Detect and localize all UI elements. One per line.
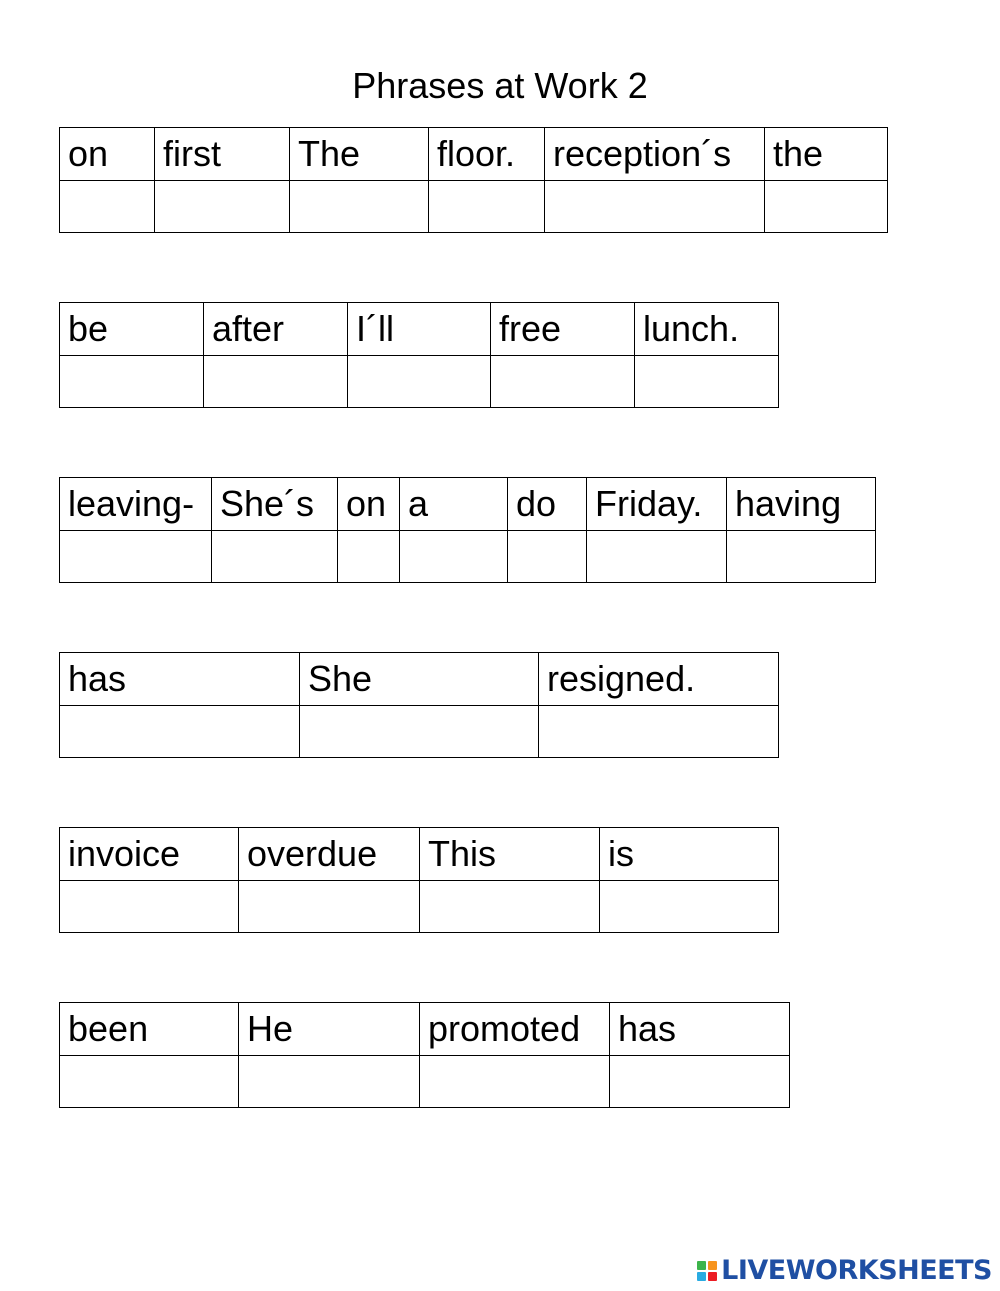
word-tile: lunch.	[635, 303, 779, 356]
word-order-table-6	[59, 1002, 790, 1108]
word-tile: been	[60, 1003, 239, 1056]
word-tile: is	[600, 828, 779, 881]
word-tile: be	[60, 303, 204, 356]
answer-slot[interactable]	[155, 181, 290, 233]
answer-slot[interactable]	[587, 531, 727, 583]
logo-square-red	[708, 1272, 717, 1281]
word-tile: Friday.	[587, 478, 727, 531]
word-tile: reception´s	[545, 128, 765, 181]
word-tile: promoted	[420, 1003, 610, 1056]
word-tile: the	[765, 128, 888, 181]
answer-slot[interactable]	[635, 356, 779, 408]
logo-square-blue	[697, 1272, 706, 1281]
word-tile: free	[491, 303, 635, 356]
answer-slot[interactable]	[204, 356, 348, 408]
answer-slot[interactable]	[508, 531, 587, 583]
answer-slot[interactable]	[429, 181, 545, 233]
answer-slot[interactable]	[60, 356, 204, 408]
word-tile: The	[290, 128, 429, 181]
word-tile: overdue	[239, 828, 420, 881]
answer-slot[interactable]	[212, 531, 338, 583]
answer-slot[interactable]	[290, 181, 429, 233]
word-order-table-4	[59, 652, 779, 758]
answer-slot[interactable]	[610, 1056, 790, 1108]
word-tile: on	[60, 128, 155, 181]
word-order-table-1	[59, 127, 888, 233]
word-tile: He	[239, 1003, 420, 1056]
answer-slot[interactable]	[60, 531, 212, 583]
answer-slot[interactable]	[338, 531, 400, 583]
liveworksheets-logo[interactable]	[697, 1256, 992, 1286]
logo-icon	[697, 1261, 717, 1281]
word-tile: floor.	[429, 128, 545, 181]
word-tile: has	[60, 653, 300, 706]
word-order-table-3	[59, 477, 876, 583]
answer-slot[interactable]	[60, 706, 300, 758]
logo-square-green	[697, 1261, 706, 1270]
answer-slot[interactable]	[727, 531, 876, 583]
word-tile: She´s	[212, 478, 338, 531]
word-tile: on	[338, 478, 400, 531]
word-tile: has	[610, 1003, 790, 1056]
answer-slot[interactable]	[60, 1056, 239, 1108]
answer-slot[interactable]	[545, 181, 765, 233]
answer-slot[interactable]	[60, 181, 155, 233]
answer-slot[interactable]	[420, 881, 600, 933]
word-tile: a	[400, 478, 508, 531]
answer-slot[interactable]	[239, 881, 420, 933]
word-tile: resigned.	[539, 653, 779, 706]
word-order-table-5	[59, 827, 779, 933]
word-tile: having	[727, 478, 876, 531]
page-title: Phrases at Work 2	[352, 65, 648, 106]
answer-slot[interactable]	[539, 706, 779, 758]
word-tile: This	[420, 828, 600, 881]
answer-slot[interactable]	[765, 181, 888, 233]
answer-slot[interactable]	[60, 881, 239, 933]
answer-slot[interactable]	[491, 356, 635, 408]
answer-slot[interactable]	[400, 531, 508, 583]
answer-slot[interactable]	[600, 881, 779, 933]
word-tile: leaving-	[60, 478, 212, 531]
logo-text: LIVEWORKSHEETS	[721, 1255, 992, 1286]
word-tile: I´ll	[348, 303, 491, 356]
word-order-table-2	[59, 302, 779, 408]
logo-square-orange	[708, 1261, 717, 1270]
word-tile: She	[300, 653, 539, 706]
answer-slot[interactable]	[300, 706, 539, 758]
answer-slot[interactable]	[348, 356, 491, 408]
answer-slot[interactable]	[239, 1056, 420, 1108]
word-tile: do	[508, 478, 587, 531]
word-tile: invoice	[60, 828, 239, 881]
word-tile: first	[155, 128, 290, 181]
word-tile: after	[204, 303, 348, 356]
answer-slot[interactable]	[420, 1056, 610, 1108]
